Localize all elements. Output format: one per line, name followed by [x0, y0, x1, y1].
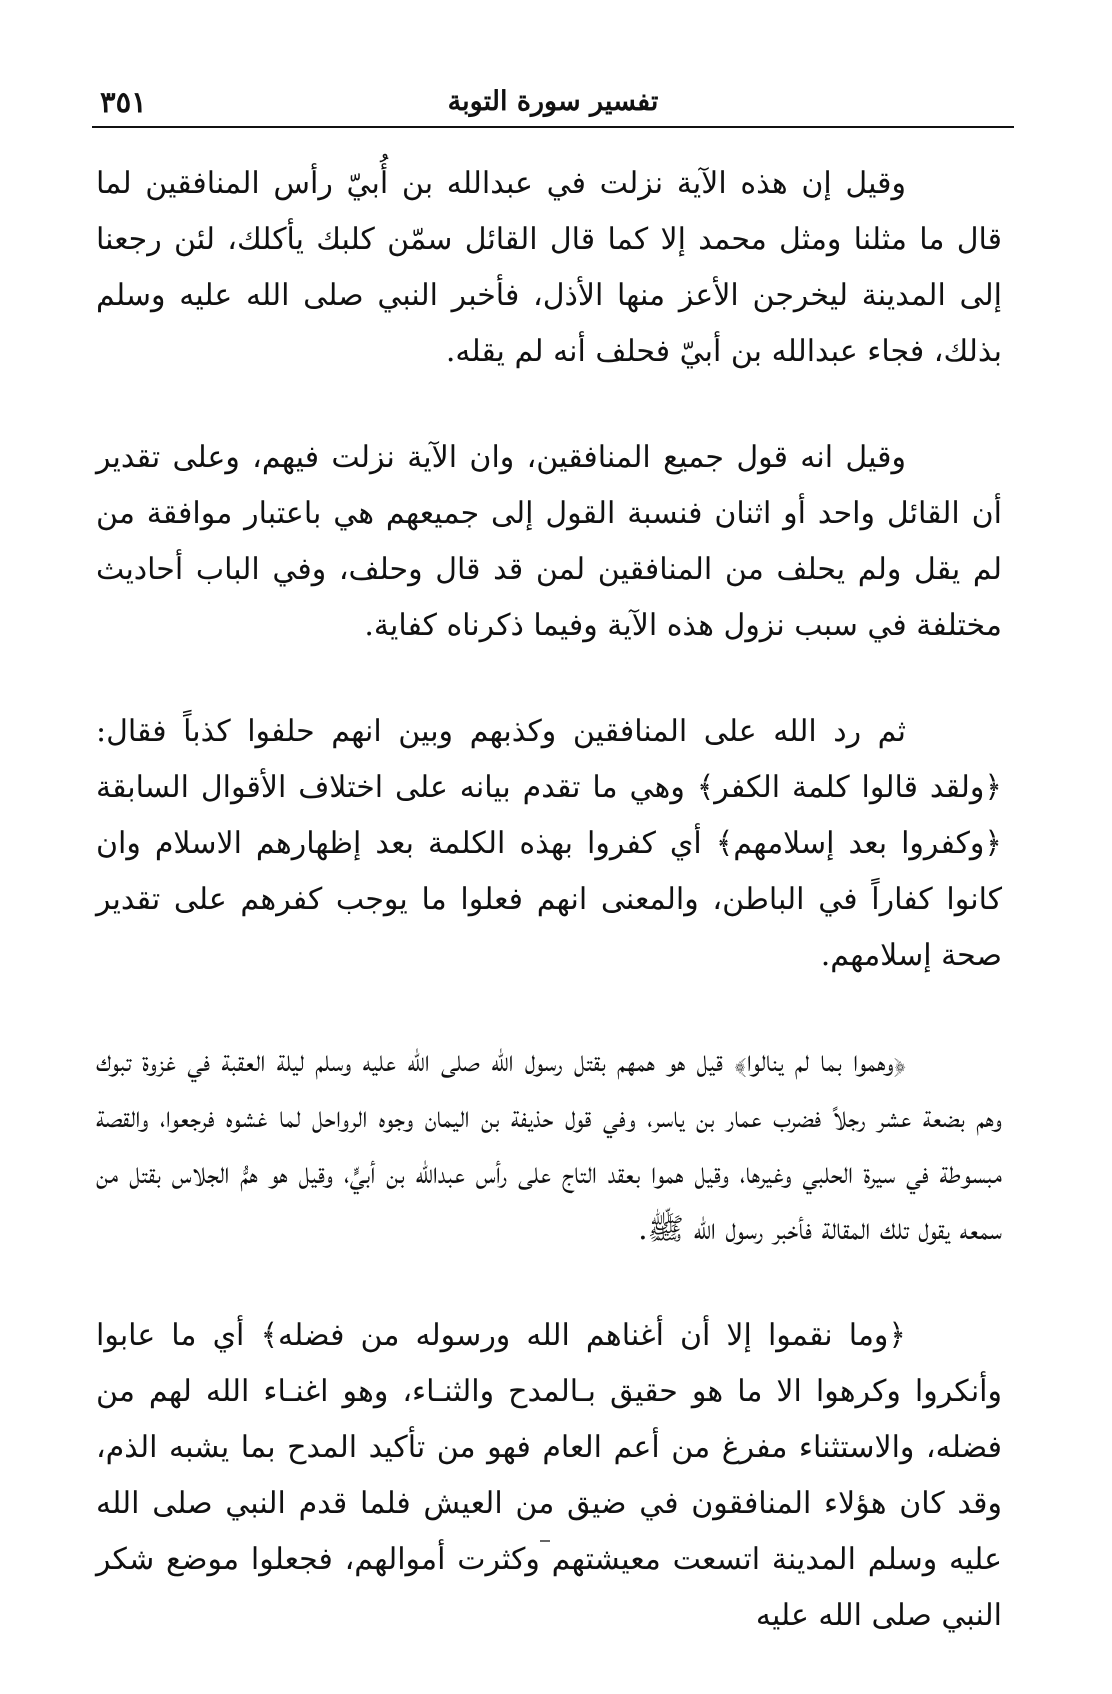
page-body: [96, 156, 1002, 1694]
paragraph-3: ثم رد الله على المنافقين وكذبهم وبين انهم حلفوا كذباً فقال: ﴿ولقد قالوا كلمة الكفر﴾ وهي ما تقدم بيانه على اختلاف الأقوال السابقة ﴿وكفروا بعد إسلامهم﴾ أي كفروا بهذه الكلمة بعد إظهارهم الاسلام وان كانوا كفاراً في الباطن، والمعنى انهم فعلوا ما يوجب كفرهم على تقدير صحة إسلامهم.: [96, 714, 1002, 973]
paragraph-2: وقيل انه قول جميع المنافقين، وان الآية نزلت فيهم، وعلى تقدير أن القائل واحد أو اثنان فنسبة القول إلى جميعهم هي باعتبار موافقة من لم يقل ولم يحلف من المنافقين لمن قد قال وحلف، وفي الباب أحاديث مختلفة في سبب نزول هذه الآية وفيما ذكرناه كفاية.: [96, 440, 1002, 643]
paragraph-4: ﴿وهموا بما لم ينالوا﴾ قيل هو همهم بقتل رسول الله صلى الله عليه وسلم ليلة العقبة في غزوة تبوك وهم بضعة عشر رجلاً فضرب عمار بن ياسر، وفي قول حذيفة بن اليمان وجوه الرواحل لما غشوه فرجعوا، والقصة مبسوطة في سيرة الحلبي وغيرها، وقيل هموا بعقد التاج على رأس عبدالله بن أبيٍّ، وقيل هو همُّ الجلاس بقتل من سمعه يقول تلك المقالة فأخبر رسول الله ﷺ.: [96, 1044, 1002, 1247]
paragraph-1: وقيل إن هذه الآية نزلت في عبدالله بن أُبيّ رأس المنافقين لما قال ما مثلنا ومثل محمد إلا كما قال القائل سمّن كلبك يأكلك، لئن رجعنا إلى المدينة ليخرجن الأعز منها الأذل، فأخبر النبي صلى الله عليه وسلم بذلك، فجاء عبدالله بن أبيّ فحلف أنه لم يقله.: [96, 166, 1002, 369]
scan-mark: [540, 1540, 550, 1542]
book-page: [92, 0, 1014, 1633]
paragraph-5: ﴿وما نقموا إلا أن أغناهم الله ورسوله من فضله﴾ أي ما عابوا وأنكروا وكرهوا الا ما هو حقيق بـالمدح والثنـاء، وهو اغنـاء الله لهم من فضله، والاستثناء مفرغ من أعم العام فهو من تأكيد المدح بما يشبه الذم، وقد كان هؤلاء المنافقون في ضيق من العيش فلما قدم النبي صلى الله عليه وسلم المدينة اتسعت معيشتهم وكثرت أموالهم، فجعلوا موضع شكر النبي صلى الله عليه: [96, 1318, 1002, 1633]
running-title: تفسير سورة التوبة: [447, 86, 659, 117]
page-header: [92, 82, 1014, 128]
page-number: ٣٥١: [100, 85, 147, 119]
